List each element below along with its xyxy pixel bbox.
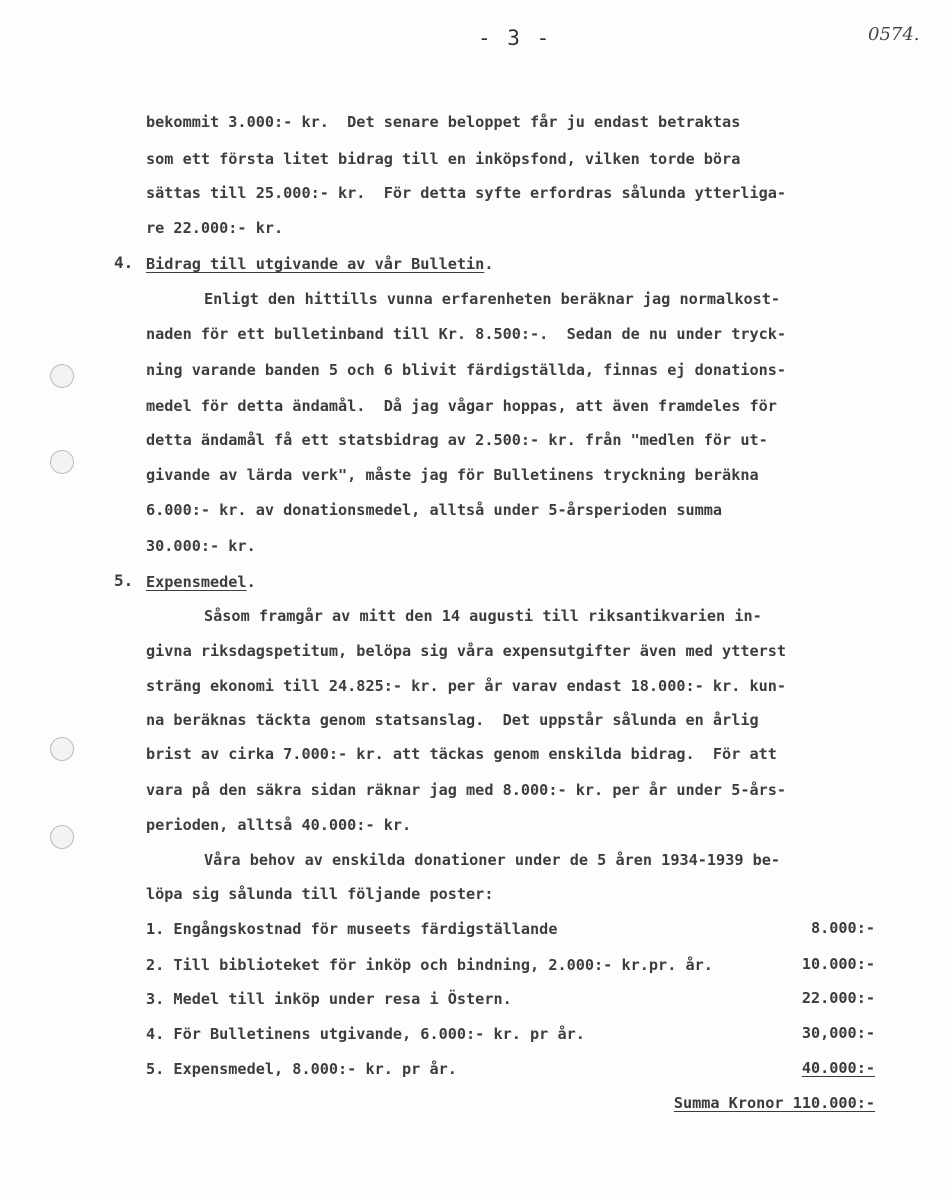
text-line: brist av cirka 7.000:- kr. att täckas genom enskilda bidrag. För att — [146, 745, 777, 763]
text-line: sättas till 25.000:- kr. För detta syfte erfordras sålunda ytterliga- — [146, 184, 787, 202]
total-amount: 110.000:- — [792, 1094, 875, 1112]
text-line: givna riksdagspetitum, belöpa sig våra expensutgifter även med ytterst — [146, 642, 787, 660]
section-heading-end: . — [246, 573, 256, 591]
section-heading — [146, 572, 256, 592]
text-line: medel för detta ändamål. Då jag vågar hoppas, att även framdeles för — [146, 397, 777, 415]
text-line: ning varande banden 5 och 6 blivit färdigställda, finnas ej donations- — [146, 361, 787, 379]
list-item-amount: 10.000:- — [801, 955, 875, 973]
list-item-text: 4. För Bulletinens utgivande, 6.000:- kr. pr år. — [146, 1025, 585, 1043]
text-line: sträng ekonomi till 24.825:- kr. per år varav endast 18.000:- kr. kun- — [146, 677, 787, 695]
text-line: 30.000:- kr. — [146, 537, 256, 555]
total-label: Summa Kronor — [673, 1094, 784, 1112]
text-line: Våra behov av enskilda donationer under de 5 åren 1934-1939 be- — [204, 851, 781, 869]
archive-number: 0574. — [868, 24, 920, 45]
section-heading-end: . — [484, 255, 494, 273]
text-line: 6.000:- kr. av donationsmedel, alltså under 5-årsperioden summa — [146, 501, 723, 519]
section-number: 4. — [114, 253, 134, 272]
text-line: Såsom framgår av mitt den 14 augusti till riksantikvarien in- — [204, 607, 762, 625]
text-line: detta ändamål få ett statsbidrag av 2.500:- kr. från "medlen för ut- — [146, 431, 768, 449]
punch-hole — [50, 825, 74, 849]
list-item-amount: 8.000:- — [810, 919, 875, 937]
text-line: givande av lärda verk", måste jag för Bulletinens tryckning beräkna — [146, 466, 759, 484]
text-line: Enligt den hittills vunna erfarenheten beräknar jag normalkost- — [204, 290, 781, 308]
punch-hole — [50, 364, 74, 388]
text-line: naden för ett bulletinband till Kr. 8.500:-. Sedan de nu under tryck- — [146, 325, 787, 343]
text-line: som ett första litet bidrag till en inköpsfond, vilken torde böra — [146, 150, 741, 168]
page-number: - 3 - — [478, 26, 552, 50]
list-item-text: 5. Expensmedel, 8.000:- kr. pr år. — [146, 1060, 457, 1078]
section-heading-text: Bidrag till utgivande av vår Bulletin — [146, 255, 485, 273]
list-item-amount: 40.000:- — [801, 1059, 875, 1077]
section-heading-text: Expensmedel — [146, 573, 247, 591]
section-number: 5. — [114, 571, 134, 590]
section-heading — [146, 254, 493, 274]
list-item-text: 1. Engångskostnad för museets färdigställande — [146, 920, 558, 938]
text-line: vara på den säkra sidan räknar jag med 8.000:- kr. per år under 5-års- — [146, 781, 787, 799]
punch-hole — [50, 450, 74, 474]
text-line: löpa sig sålunda till följande poster: — [146, 885, 494, 903]
punch-hole — [50, 737, 74, 761]
total-line — [674, 1094, 875, 1112]
list-item-text: 2. Till biblioteket för inköp och bindning, 2.000:- kr.pr. år. — [146, 956, 713, 974]
list-item-text: 3. Medel till inköp under resa i Östern. — [146, 990, 512, 1008]
text-line: re 22.000:- kr. — [146, 219, 284, 237]
text-line: bekommit 3.000:- kr. Det senare beloppet får ju endast betraktas — [146, 113, 741, 131]
list-item-amount: 30,000:- — [801, 1024, 875, 1042]
text-line: na beräknas täckta genom statsanslag. Det uppstår sålunda en årlig — [146, 711, 759, 729]
text-line: perioden, alltså 40.000:- kr. — [146, 816, 412, 834]
list-item-amount: 22.000:- — [801, 989, 875, 1007]
